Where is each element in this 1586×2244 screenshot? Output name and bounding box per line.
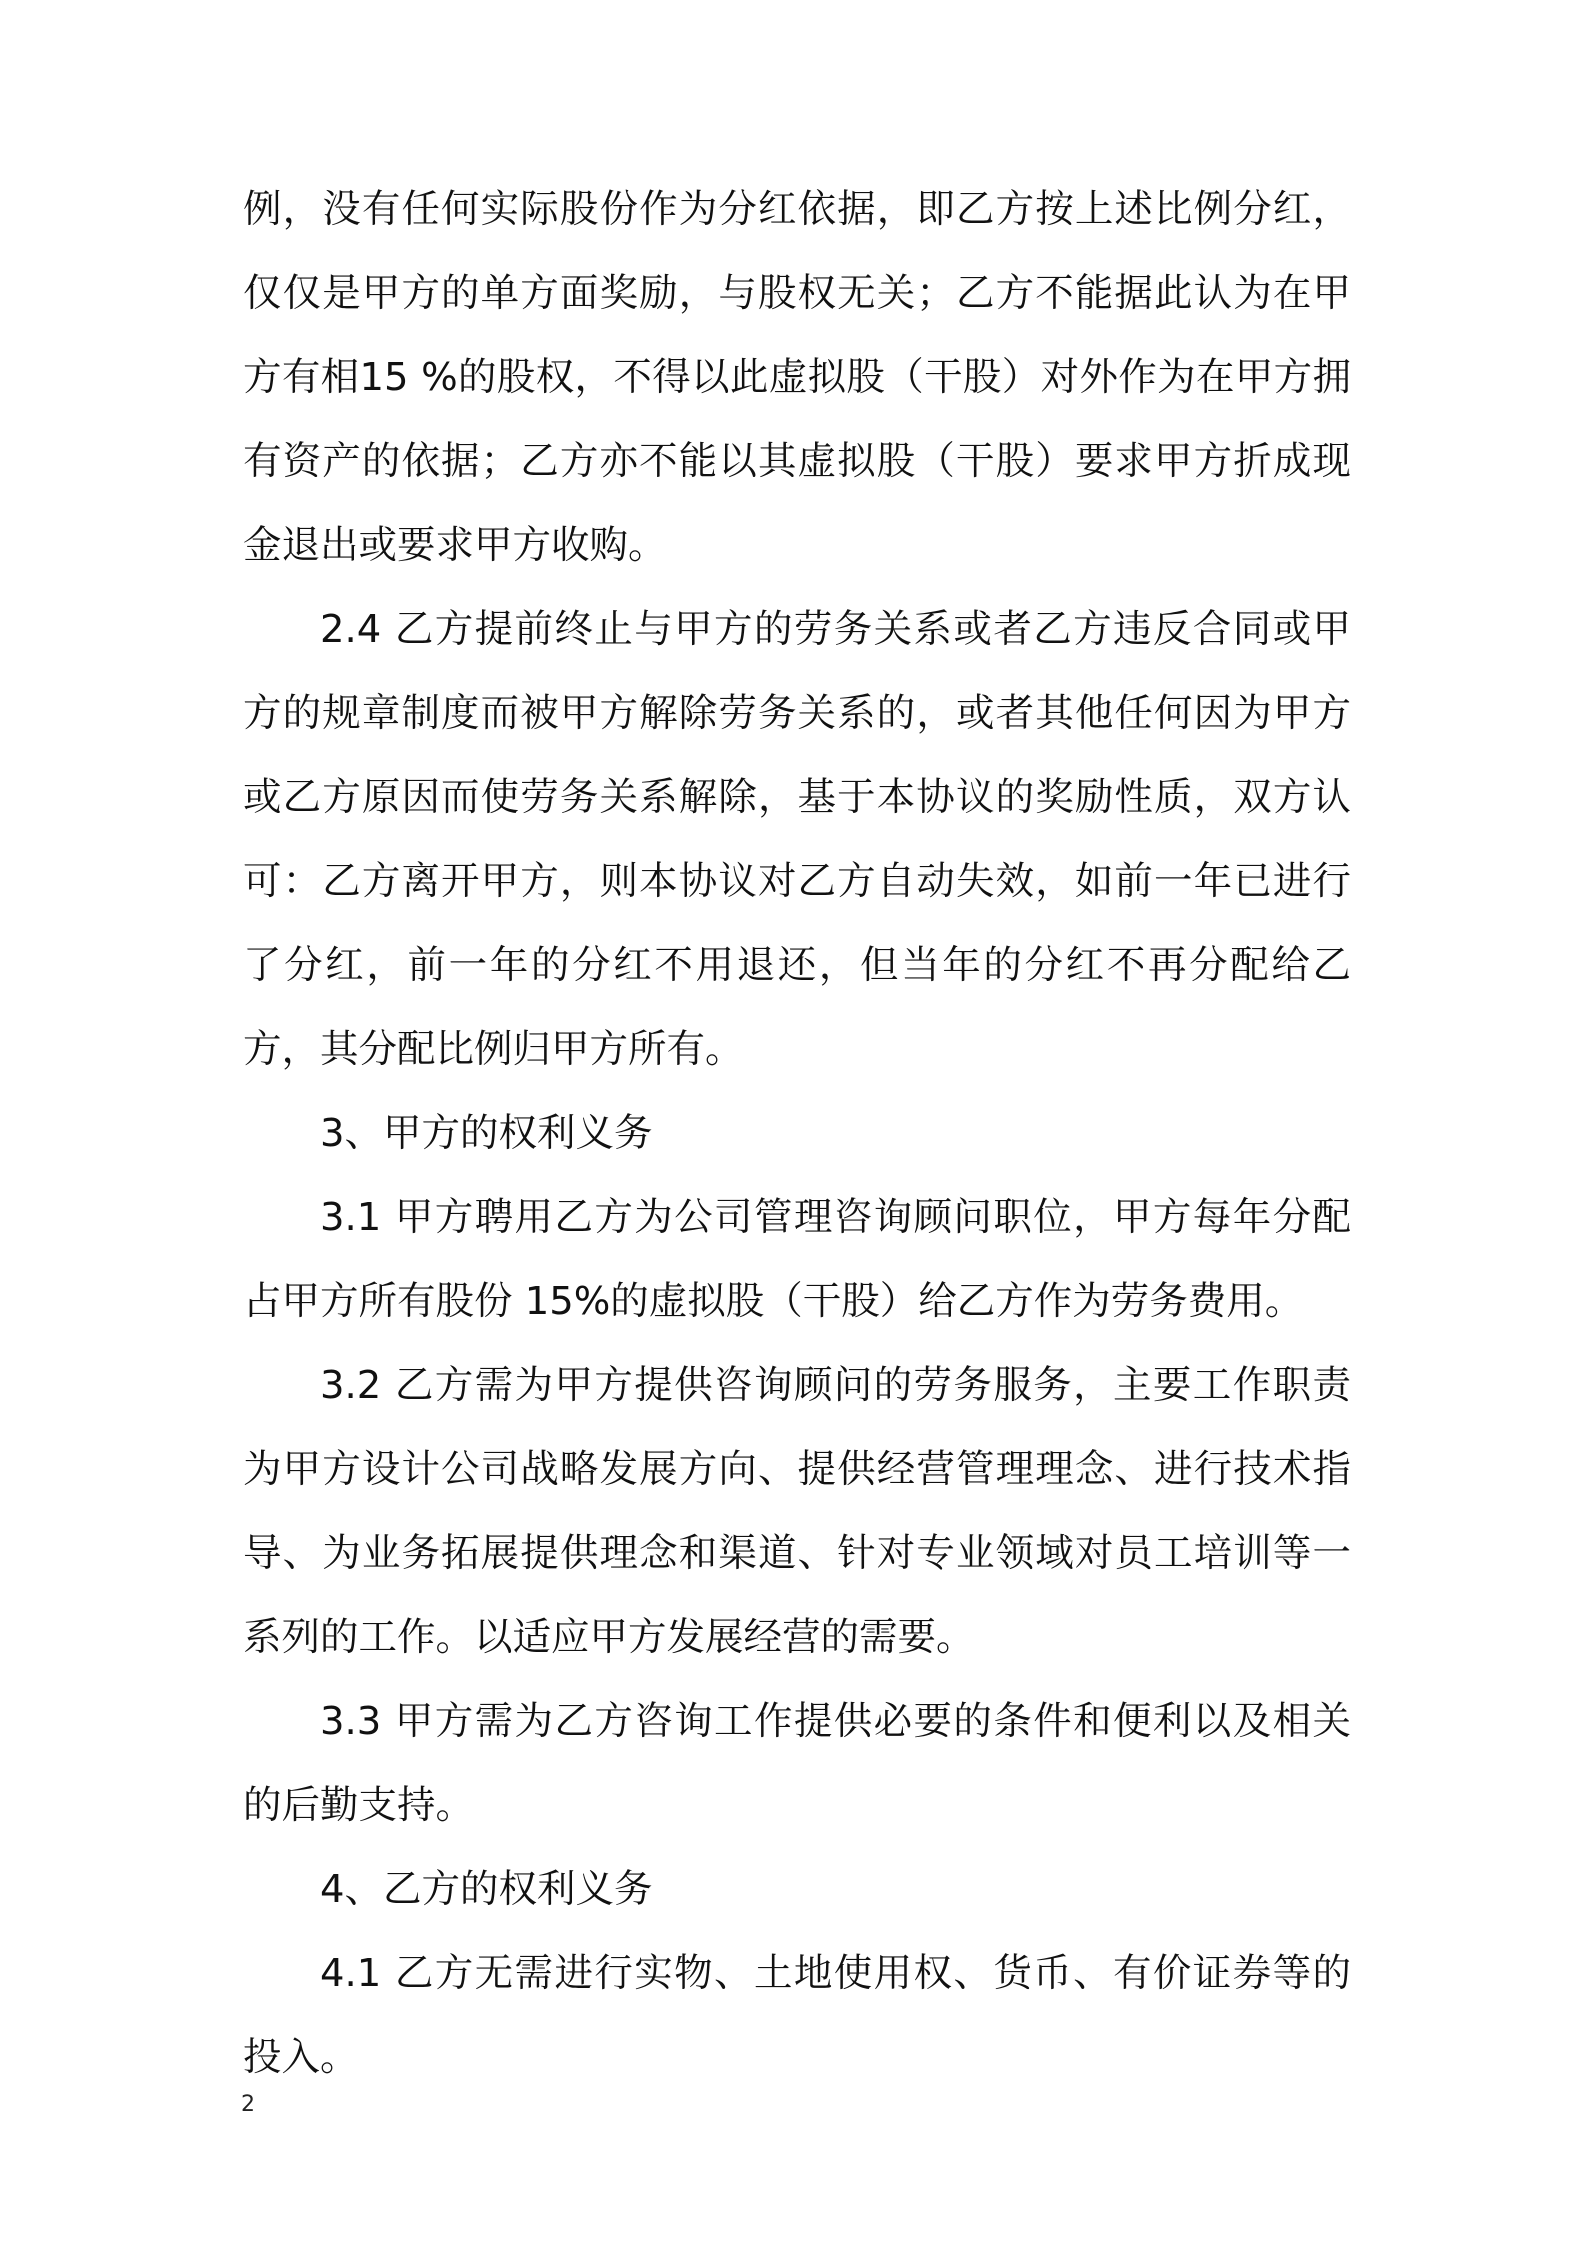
paragraph-continuation: 例，没有任何实际股份作为分红依据，即乙方按上述比例分红，仅仅是甲方的单方面奖励，与股权无关；乙方不能据此认为在甲方有相15 %的股权，不得以此虚拟股（干股）对外作为在甲方拥有资产的依据；乙方亦不能以其虚拟股（干股）要求甲方折成现金退出或要求甲方收购。	[243, 187, 1351, 568]
document-body	[243, 168, 1351, 2100]
section-heading-4: 4、乙方的权利义务	[320, 1867, 653, 1912]
paragraph-2-4: 2.4 乙方提前终止与甲方的劳务关系或者乙方违反合同或甲方的规章制度而被甲方解除劳务关系的，或者其他任何因为甲方或乙方原因而使劳务关系解除，基于本协议的奖励性质，双方认可：乙方离开甲方，则本协议对乙方自动失效，如前一年已进行了分红，前一年的分红不用退还，但当年的分红不再分配给乙方，其分配比例归甲方所有。	[243, 607, 1351, 1072]
paragraph-3-3: 3.3 甲方需为乙方咨询工作提供必要的条件和便利以及相关的后勤支持。	[243, 1699, 1351, 1828]
paragraph-3-1: 3.1 甲方聘用乙方为公司管理咨询顾问职位，甲方每年分配占甲方所有股份 15%的虚拟股（干股）给乙方作为劳务费用。	[243, 1195, 1351, 1324]
section-heading-3: 3、甲方的权利义务	[320, 1111, 653, 1156]
paragraph-4-1: 4.1 乙方无需进行实物、土地使用权、货币、有价证券等的投入。	[243, 1951, 1351, 2080]
page-number: 2	[241, 2092, 255, 2117]
paragraph-3-2: 3.2 乙方需为甲方提供咨询顾问的劳务服务，主要工作职责为甲方设计公司战略发展方向、提供经营管理理念、进行技术指导、为业务拓展提供理念和渠道、针对专业领域对员工培训等一系列的工作。以适应甲方发展经营的需要。	[243, 1363, 1351, 1660]
